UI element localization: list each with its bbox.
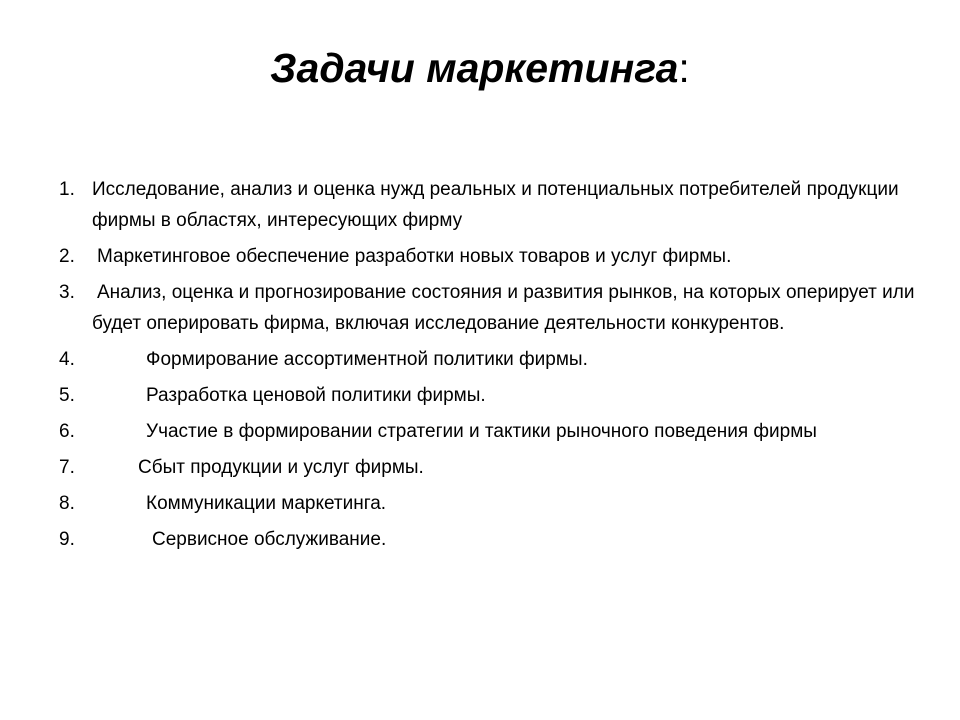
item-text: Коммуникации маркетинга. [146,493,387,514]
list-item [59,241,939,272]
list-item [59,452,939,483]
item-number: 8. [59,493,75,514]
item-number: 3. [59,282,75,303]
item-text: Формирование ассортиментной политики фирмы. [146,349,588,370]
item-number: 2. [59,246,75,267]
slide-title [0,40,960,96]
item-number: 6. [59,421,75,442]
item-number: 1. [59,179,75,200]
list-item [59,416,939,447]
title-text: Задачи маркетинга [270,45,679,91]
item-number: 5. [59,385,75,406]
list-item [59,380,939,411]
item-text: Сбыт продукции и услуг фирмы. [138,457,424,478]
item-text: Анализ, оценка и прогнозирование состояния и развития рынков, на которых оперирует или будет оперировать фирма, включая исследование деятельности конкурентов. [92,282,915,334]
item-number: 7. [59,457,75,478]
list-item [59,277,939,339]
item-text: Сервисное обслуживание. [152,529,387,550]
item-text: Исследование, анализ и оценка нужд реальных и потенциальных потребителей продукции фирмы в областях, интересующих фирму [92,179,899,231]
list-item [59,174,939,236]
item-number: 4. [59,349,75,370]
item-text: Участие в формировании стратегии и тактики рыночного поведения фирмы [146,421,817,442]
list-item [59,524,939,555]
item-number: 9. [59,529,75,550]
title-colon: : [678,45,690,91]
item-text: Разработка ценовой политики фирмы. [146,385,486,406]
task-list [59,174,939,560]
list-item [59,488,939,519]
list-item [59,344,939,375]
item-text: Маркетинговое обеспечение разработки новых товаров и услуг фирмы. [97,246,732,267]
